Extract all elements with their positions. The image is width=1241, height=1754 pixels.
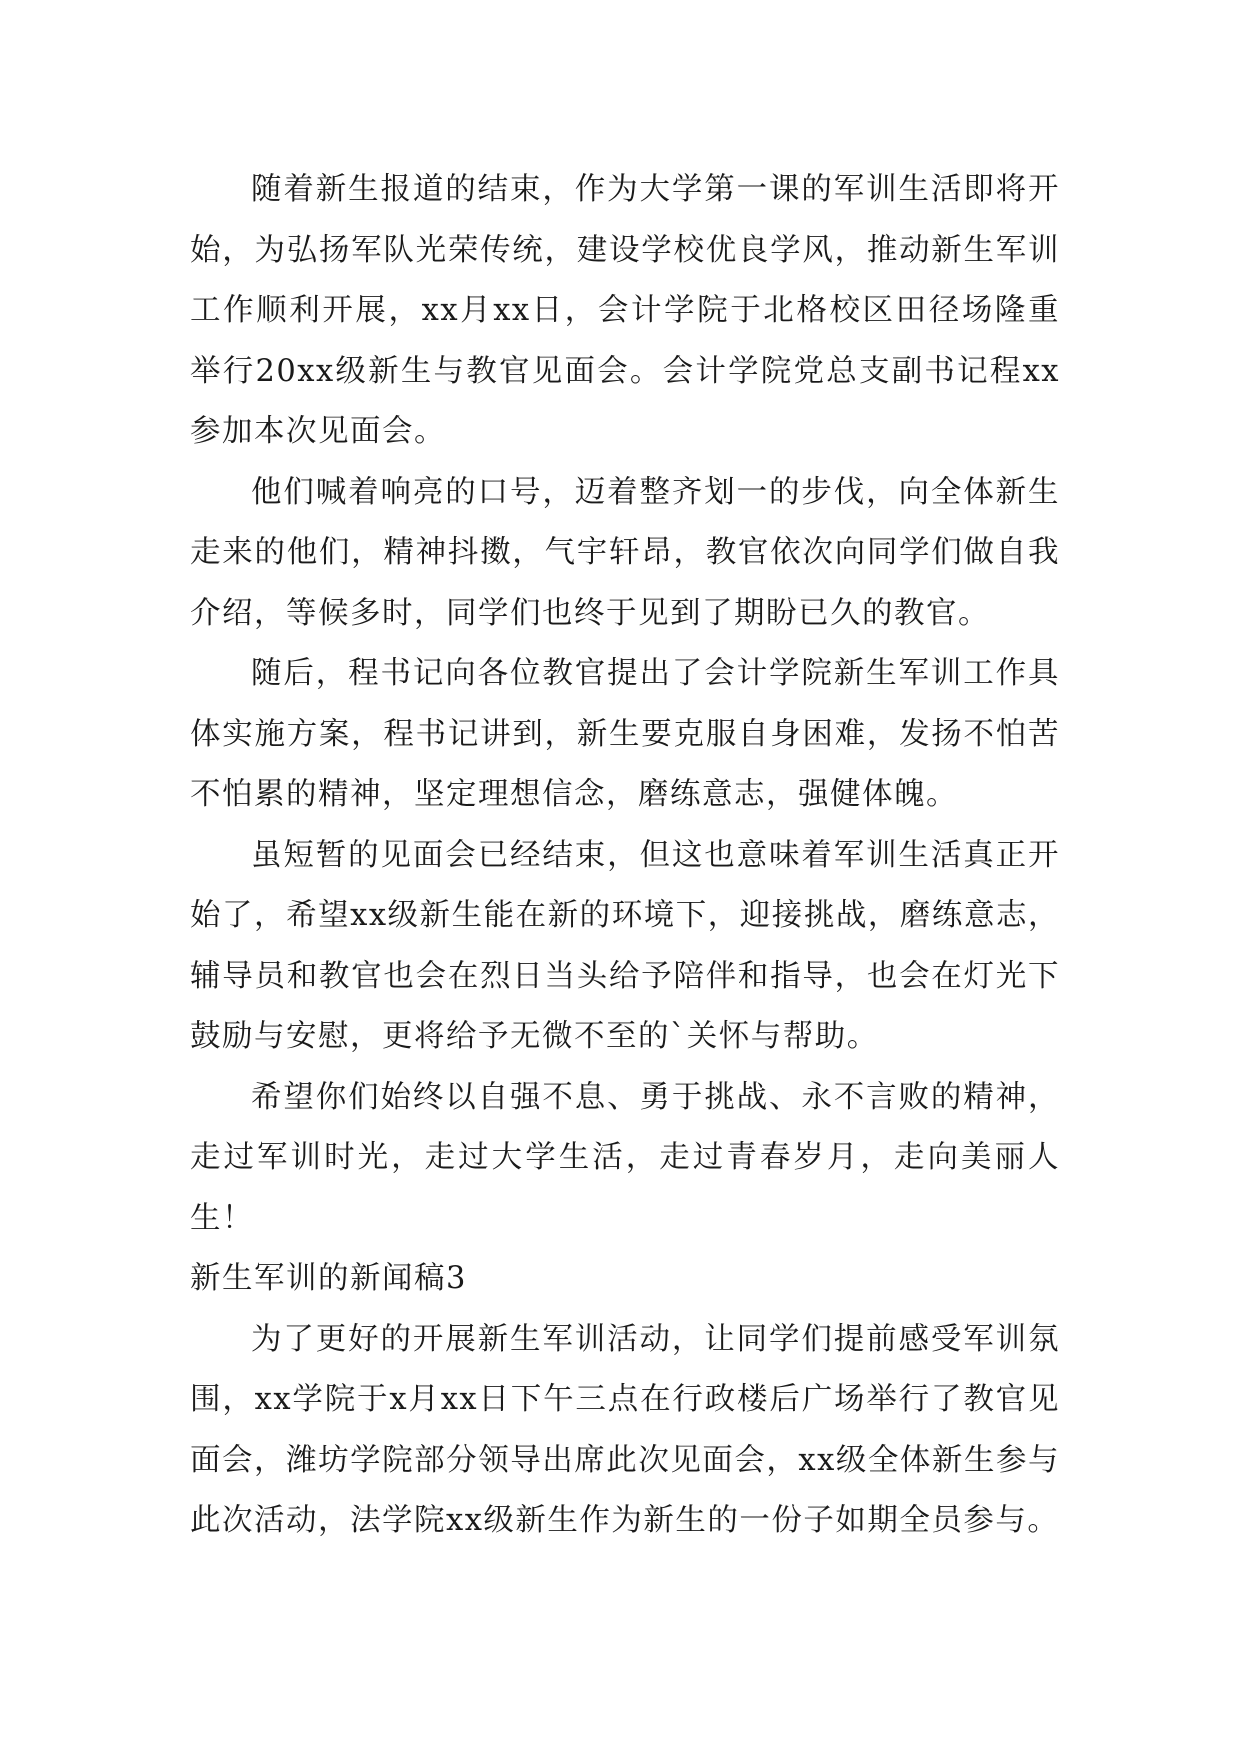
paragraph-4: 虽短暂的见面会已经结束，但这也意味着军训生活真正开始了，希望xx级新生能在新的环境下，迎接挑战，磨练意志，辅导员和教官也会在烈日当头给予陪伴和指导，也会在灯光下鼓励与安慰，更将给予无微不至的`关怀与帮助。 [190,837,1060,1054]
document-body [190,160,1060,1552]
section-title: 新生军训的新闻稿3 [190,1261,467,1296]
paragraph-6: 为了更好的开展新生军训活动，让同学们提前感受军训氛围，xx学院于x月xx日下午三点在行政楼后广场举行了教官见面会，潍坊学院部分领导出席此次见面会，xx级全体新生参与此次活动，法学院xx级新生作为新生的一份子如期全员参与。 [190,1321,1060,1538]
paragraph-2: 他们喊着响亮的口号，迈着整齐划一的步伐，向全体新生走来的他们，精神抖擞，气宇轩昂，教官依次向同学们做自我介绍，等候多时，同学们也终于见到了期盼已久的教官。 [190,474,1060,631]
paragraph-5: 希望你们始终以自强不息、勇于挑战、永不言败的精神，走过军训时光，走过大学生活，走过青春岁月，走向美丽人生！ [190,1079,1060,1236]
paragraph-3: 随后，程书记向各位教官提出了会计学院新生军训工作具体实施方案，程书记讲到，新生要克服自身困难，发扬不怕苦不怕累的精神，坚定理想信念，磨练意志，强健体魄。 [190,656,1060,812]
paragraph-1: 随着新生报道的结束，作为大学第一课的军训生活即将开始，为弘扬军队光荣传统，建设学校优良学风，推动新生军训工作顺利开展，xx月xx日，会计学院于北格校区田径场隆重举行20xx级新生与教官见面会。会计学院党总支副书记程xx参加本次见面会。 [190,172,1060,449]
